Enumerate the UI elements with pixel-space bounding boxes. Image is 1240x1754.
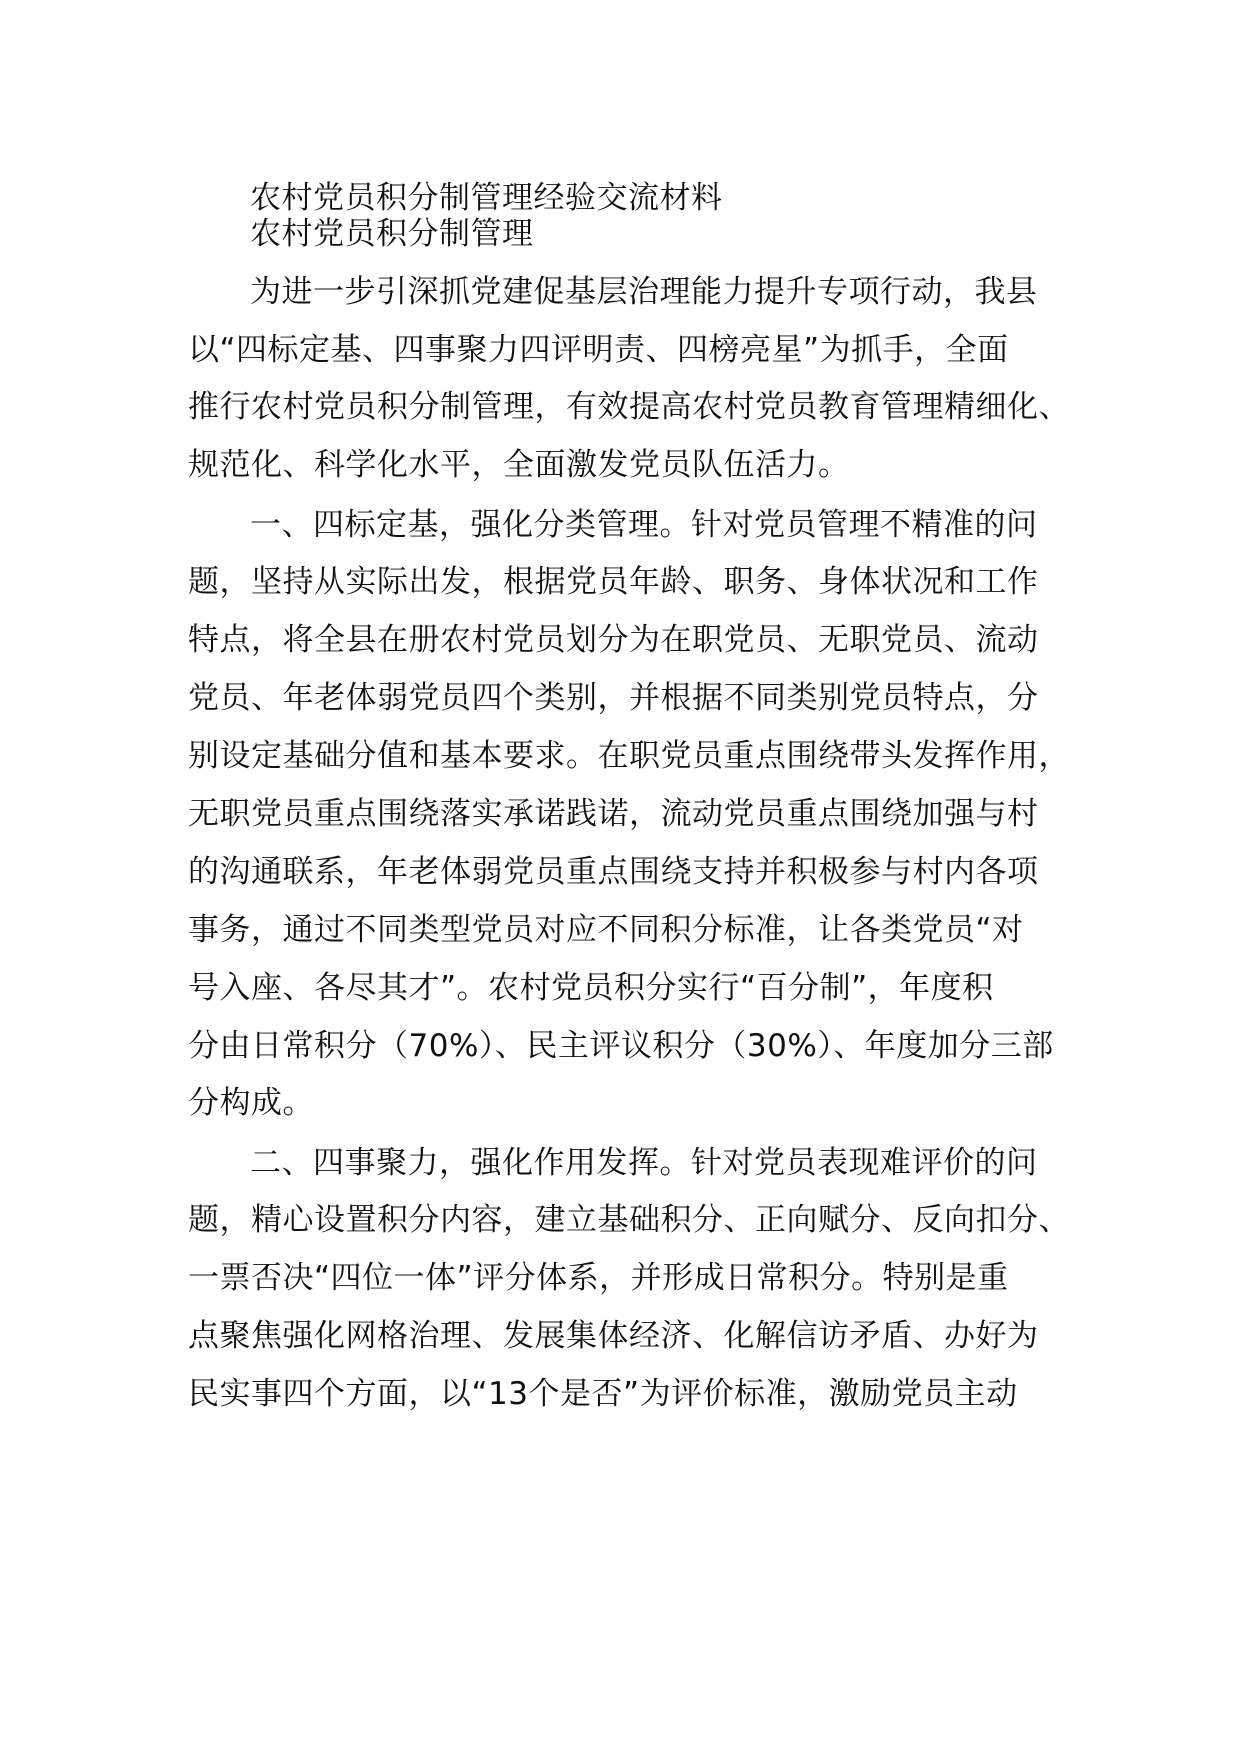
paragraph-line: 规范化、科学化水平，全面激发党员队伍活力。: [188, 447, 850, 483]
paragraph-line: 党员、年老体弱党员四个类别，并根据不同类别党员特点，分: [188, 680, 1039, 716]
paragraph-line: 别设定基础分值和基本要求。在职党员重点围绕带头发挥作用，: [188, 738, 1070, 774]
paragraph-line: 一票否决“四位一体”评分体系，并形成日常积分。特别是重: [188, 1260, 1009, 1296]
paragraph-line: 事务，通过不同类型党员对应不同积分标准，让各类党员“对: [188, 912, 1024, 948]
paragraph-line: 分构成。: [188, 1085, 314, 1121]
paragraph-line: 以“四标定基、四事聚力四评明责、四榜亮星”为抓手，全面: [188, 332, 1009, 368]
paragraph-line: 一、四标定基，强化分类管理。针对党员管理不精准的问: [250, 507, 1038, 543]
paragraph-line: 点聚焦强化网格治理、发展集体经济、化解信访矛盾、办好为: [188, 1318, 1039, 1354]
paragraph-line: 分由日常积分（70%）、民主评议积分（30%）、年度加分三部: [188, 1028, 1054, 1064]
paragraph-line: 特点，将全县在册农村党员划分为在职党员、无职党员、流动: [188, 622, 1039, 658]
paragraph-line: 二、四事聚力，强化作用发挥。针对党员表现难评价的问: [250, 1145, 1038, 1181]
document-subtitle: 农村党员积分制管理: [250, 216, 534, 252]
paragraph-line: 题，坚持从实际出发，根据党员年龄、职务、身体状况和工作: [188, 564, 1039, 600]
paragraph-line: 的沟通联系，年老体弱党员重点围绕支持并积极参与村内各项: [188, 854, 1039, 890]
paragraph-line: 题，精心设置积分内容，建立基础积分、正向赋分、反向扣分、: [188, 1202, 1070, 1238]
paragraph-line: 推行农村党员积分制管理，有效提高农村党员教育管理精细化、: [188, 389, 1070, 425]
paragraph-line: 民实事四个方面，以“13个是否”为评价标准，激励党员主动: [188, 1376, 1018, 1412]
document-title: 农村党员积分制管理经验交流材料: [250, 180, 723, 216]
paragraph-line: 无职党员重点围绕落实承诺践诺，流动党员重点围绕加强与村: [188, 796, 1039, 832]
paragraph-line: 号入座、各尽其才”。农村党员积分实行“百分制”，年度积: [188, 970, 994, 1006]
paragraph-line: 为进一步引深抓党建促基层治理能力提升专项行动，我县: [250, 274, 1038, 310]
